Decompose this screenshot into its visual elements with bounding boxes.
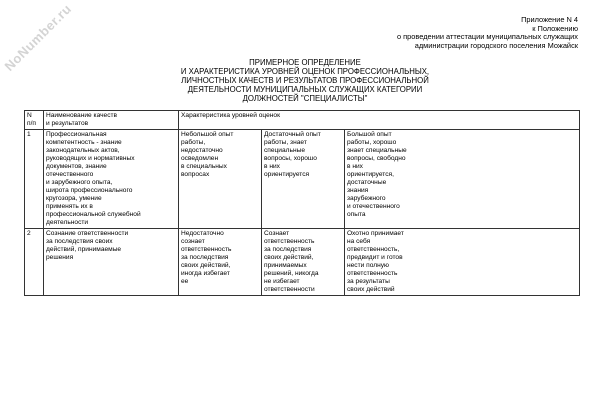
row-level-mid: Достаточный опыт работы, знает специальные вопросы, хорошо в них ориентируется <box>262 130 345 229</box>
header-levels: Характеристика уровней оценок <box>179 111 580 130</box>
document-title <box>140 58 470 103</box>
title-line: ПРИМЕРНОЕ ОПРЕДЕЛЕНИЕ <box>249 58 361 67</box>
title-line: ЛИЧНОСТНЫХ КАЧЕСТВ И РЕЗУЛЬТАТОВ ПРОФЕССИОНАЛЬНОЙ <box>181 76 429 85</box>
row-number: 1 <box>25 130 44 229</box>
table-row <box>25 229 580 296</box>
row-number: 2 <box>25 229 44 296</box>
header-number: N п/п <box>25 111 44 130</box>
table-row <box>25 130 580 229</box>
title-line: ДЕЯТЕЛЬНОСТИ МУНИЦИПАЛЬНЫХ СЛУЖАЩИХ КАТЕГОРИИ <box>187 85 423 94</box>
row-name: Сознание ответственности за последствия своих действий, принимаемые решения <box>44 229 179 296</box>
appendix-line: Приложение N 4 <box>521 15 578 24</box>
appendix-line: о проведении аттестации муниципальных служащих <box>397 32 578 42</box>
row-level-low: Небольшой опыт работы, недостаточно осведомлен в специальных вопросах <box>179 130 262 229</box>
appendix-header <box>397 16 578 50</box>
row-level-high: Охотно принимает на себя ответственность, предвидит и готов нести полную ответственность за результаты своих действий <box>345 229 580 296</box>
row-level-low: Недостаточно сознает ответственность за последствия своих действий, иногда избегает ее <box>179 229 262 296</box>
title-line: ДОЛЖНОСТЕЙ "СПЕЦИАЛИСТЫ" <box>242 94 368 103</box>
row-level-mid: Сознает ответственность за последствия своих действий, принимаемых решений, никогда не избегает ответственности <box>262 229 345 296</box>
assessment-table <box>24 110 580 296</box>
row-level-high: Большой опыт работы, хорошо знает специальные вопросы, свободно в них ориентируется, достаточные знания зарубежного и отечественного опыта <box>345 130 580 229</box>
header-name: Наименование качеств и результатов <box>44 111 179 130</box>
appendix-line: к Положению <box>532 23 578 33</box>
row-name: Профессиональная компетентность - знание законодательных актов, руководящих и нормативных документов, знание отечественного и зарубежного опыта, широта профессионального кругозора, умение применять их в профессиональной служебной деятельности <box>44 130 179 229</box>
appendix-line: администрации городского поселения Можайск <box>414 40 578 50</box>
table-header-row <box>25 111 580 130</box>
watermark: NoNumber.ru <box>1 1 75 74</box>
title-line: И ХАРАКТЕРИСТИКА УРОВНЕЙ ОЦЕНОК ПРОФЕССИОНАЛЬНЫХ, <box>180 67 430 76</box>
